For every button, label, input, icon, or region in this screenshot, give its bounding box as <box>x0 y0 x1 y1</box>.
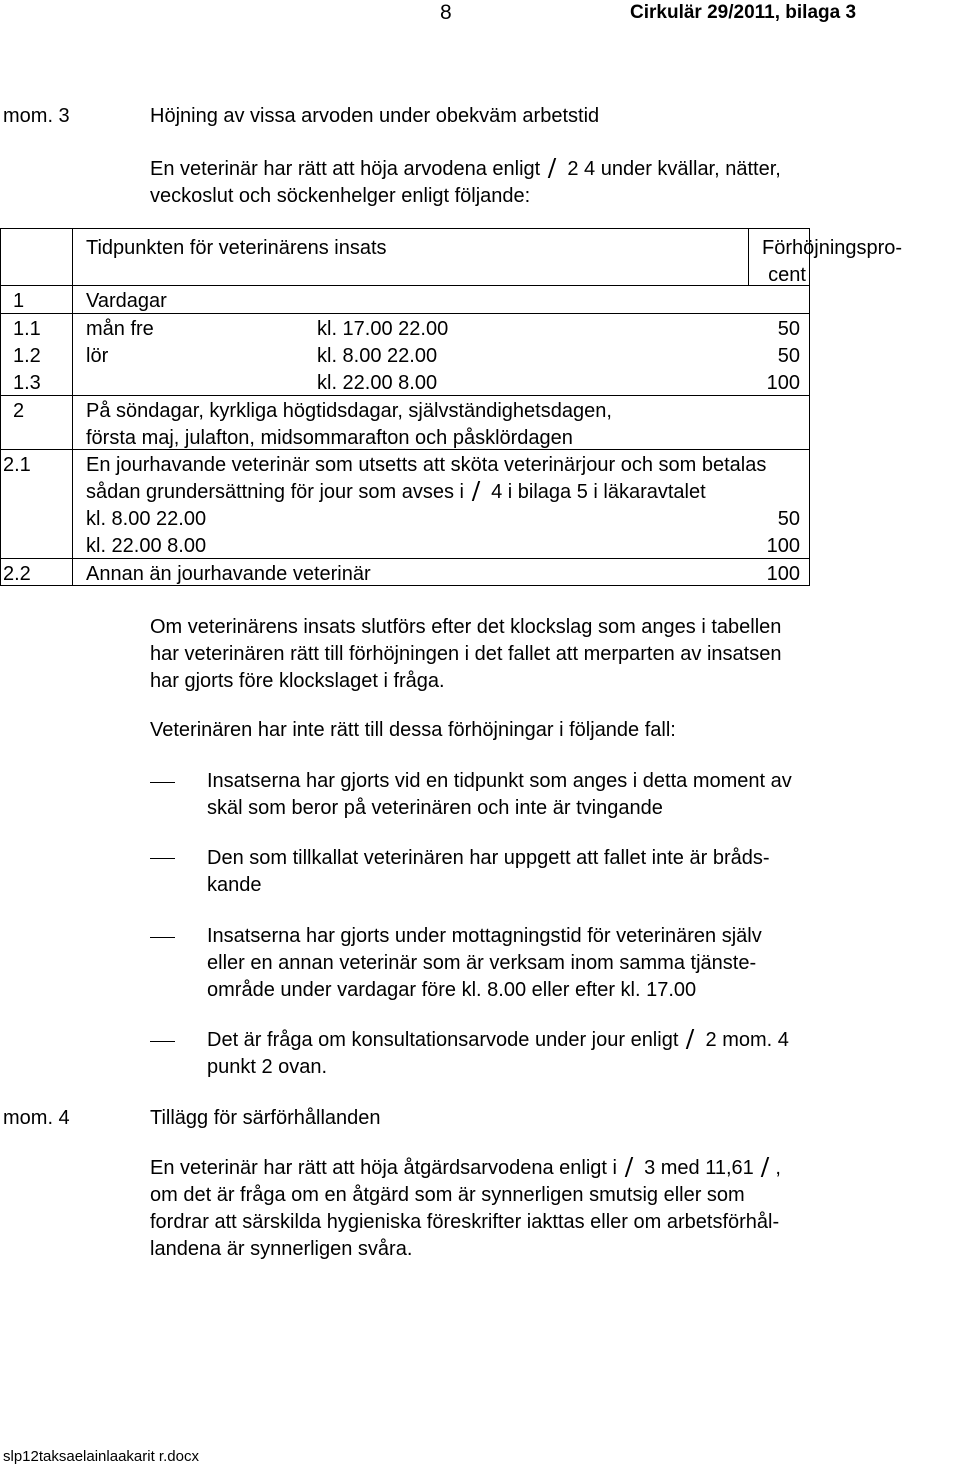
bullet-line: område under vardagar före kl. 8.00 eller efter kl. 17.00 <box>207 979 697 1001</box>
paragraph-sign-icon <box>546 158 562 178</box>
intro-line-1: En veterinär har rätt att höja arvodena enligt 2 4 under kvällar, nätter, <box>150 158 781 180</box>
dash-bullet <box>150 858 175 859</box>
row-text: Annan än jourhavande veterinär <box>86 563 371 585</box>
section-label-mom4: mom. 4 <box>3 1107 70 1129</box>
section-label-mom3: mom. 3 <box>3 105 70 127</box>
row-num: 1.3 <box>13 372 41 394</box>
dash-bullet <box>150 782 175 783</box>
table-border-left <box>0 228 1 586</box>
bullet-line: punkt 2 ovan. <box>207 1056 328 1078</box>
header-pct-2: cent <box>768 264 806 286</box>
row-pct: 100 <box>766 535 800 557</box>
paragraph-line: har gjorts före klockslaget i fråga. <box>150 670 445 692</box>
row-num: 2.2 <box>3 563 31 585</box>
paragraph-sign-icon <box>684 1029 700 1049</box>
bullet-line: Det är fråga om konsultationsarvode under jour enligt 2 mom. 4 <box>207 1029 789 1051</box>
row-time: kl. 22.00 8.00 <box>317 372 438 394</box>
row-text: sådan grundersättning för jour som avses i 4 i bilaga 5 i läkaravtalet <box>86 481 706 503</box>
row-time: kl. 17.00 22.00 <box>317 318 449 340</box>
row-pct: 100 <box>766 372 800 394</box>
row-text: På söndagar, kyrkliga högtidsdagar, självständighetsdagen, <box>86 400 612 422</box>
paragraph-sign-icon <box>623 1157 639 1177</box>
row-time: kl. 8.00 22.00 <box>317 345 438 367</box>
row-num: 1 <box>13 290 25 312</box>
row-text: första maj, julafton, midsommarafton och påsklördagen <box>86 427 573 449</box>
table-divider <box>0 285 810 286</box>
table-border-right <box>809 228 810 586</box>
euro-sign-icon <box>759 1157 775 1177</box>
intro-line-2: veckoslut och söckenhelger enligt följande: <box>150 185 531 207</box>
paragraph-sign-icon <box>470 481 486 501</box>
row-pct: 50 <box>777 508 800 530</box>
row-time: kl. 8.00 22.00 <box>86 508 207 530</box>
row-pct: 100 <box>766 563 800 585</box>
bullet-line: Insatserna har gjorts vid en tidpunkt som anges i detta moment av <box>207 770 792 792</box>
row-text: mån fre <box>86 318 154 340</box>
bullet-line: Insatserna har gjorts under mottagningstid för veterinären själv <box>207 925 762 947</box>
paragraph-line: fordrar att särskilda hygieniska föreskrifter iakttas eller om arbetsförhål- <box>150 1211 780 1233</box>
section-title-mom4: Tillägg för särförhållanden <box>150 1107 381 1129</box>
row-num: 1.2 <box>13 345 41 367</box>
bullet-line: Den som tillkallat veterinären har uppgett att fallet inte är bråds- <box>207 847 770 869</box>
row-text: Vardagar <box>86 290 167 312</box>
bullet-line: eller en annan veterinär som är verksam inom samma tjänste- <box>207 952 757 974</box>
row-time: kl. 22.00 8.00 <box>86 535 207 557</box>
table-col-divider <box>72 228 73 586</box>
section-title-mom3: Höjning av vissa arvoden under obekväm arbetstid <box>150 105 600 127</box>
dash-bullet <box>150 1041 175 1042</box>
paragraph-line: har veterinären rätt till förhöjningen i det fallet att merparten av insatsen <box>150 643 782 665</box>
paragraph-line: om det är fråga om en åtgärd som är synnerligen smutsig eller som <box>150 1184 745 1206</box>
paragraph-line: Veterinären har inte rätt till dessa förhöjningar i följande fall: <box>150 719 676 741</box>
row-num: 2 <box>13 400 25 422</box>
row-text: lör <box>86 345 109 367</box>
header-pct-1: Förhöjningspro- <box>762 237 903 259</box>
row-text: En jourhavande veterinär som utsetts att sköta veterinärjour och som betalas <box>86 454 767 476</box>
page-number: 8 <box>440 1 452 24</box>
paragraph-line: landena är synnerligen svåra. <box>150 1238 413 1260</box>
header-time: Tidpunkten för veterinärens insats <box>86 237 387 259</box>
surcharge-table <box>0 228 903 586</box>
row-num: 2.1 <box>3 454 31 476</box>
bullet-line: kande <box>207 874 262 896</box>
paragraph-line: Om veterinärens insats slutförs efter det klockslag som anges i tabellen <box>150 616 782 638</box>
bullet-line: skäl som beror på veterinären och inte är tvingande <box>207 797 663 819</box>
circular-reference: Cirkulär 29/2011, bilaga 3 <box>630 2 857 23</box>
dash-bullet <box>150 937 175 938</box>
table-col-divider <box>748 228 749 285</box>
table-border-top <box>0 228 810 229</box>
paragraph-line: En veterinär har rätt att höja åtgärdsarvodena enligt i 3 med 11,61 , <box>150 1157 781 1179</box>
row-pct: 50 <box>777 318 800 340</box>
footer-filename: slp12taksaelainlaakarit r.docx <box>3 1448 199 1465</box>
row-pct: 50 <box>777 345 800 367</box>
row-num: 1.1 <box>13 318 41 340</box>
